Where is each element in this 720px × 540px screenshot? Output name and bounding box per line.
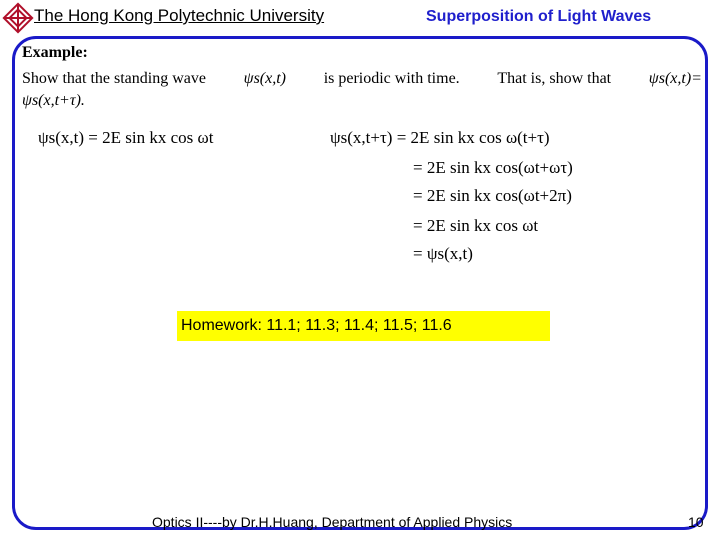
example-text-part: That is, show that — [497, 70, 612, 87]
equation-text: ψs(x,t+τ) = 2E sin kx cos ω(t+τ) — [330, 128, 550, 147]
equation-text: = 2E sin kx cos ωt — [413, 216, 539, 235]
university-logo — [2, 2, 34, 34]
example-psi-shift: ψs(x,t+τ). — [22, 92, 85, 109]
equation-right-4 — [413, 216, 538, 236]
example-psi: ψs(x,t) — [243, 70, 287, 87]
equation-right-5 — [413, 244, 473, 264]
equation-right-2 — [413, 158, 573, 178]
example-heading: Example: — [22, 44, 88, 61]
equation-left — [38, 128, 213, 148]
homework-banner: Homework: 11.1; 11.3; 11.4; 11.5; 11.6 — [177, 311, 550, 341]
example-text-part: is periodic with time. — [323, 70, 460, 87]
example-text — [22, 68, 702, 112]
example-text-part: Show that the standing wave — [22, 70, 206, 87]
equation-text: = 2E sin kx cos(ωt+2π) — [413, 186, 572, 205]
equation-right-1 — [330, 128, 550, 148]
equation-text: = 2E sin kx cos(ωt+ωτ) — [413, 158, 573, 177]
page-number: 10 — [688, 514, 704, 530]
equation-right-3 — [413, 186, 572, 206]
equation-text: = ψs(x,t) — [413, 244, 473, 263]
slide-topic: Superposition of Light Waves — [426, 8, 652, 25]
footer-credit: Optics II----by Dr.H.Huang, Department of Applied Physics — [152, 514, 513, 530]
example-psi-eq: ψs(x,t)= — [648, 70, 702, 87]
institution-name: The Hong Kong Polytechnic University — [34, 6, 325, 25]
equation-text: ψs(x,t) = 2E sin kx cos ωt — [38, 128, 214, 147]
